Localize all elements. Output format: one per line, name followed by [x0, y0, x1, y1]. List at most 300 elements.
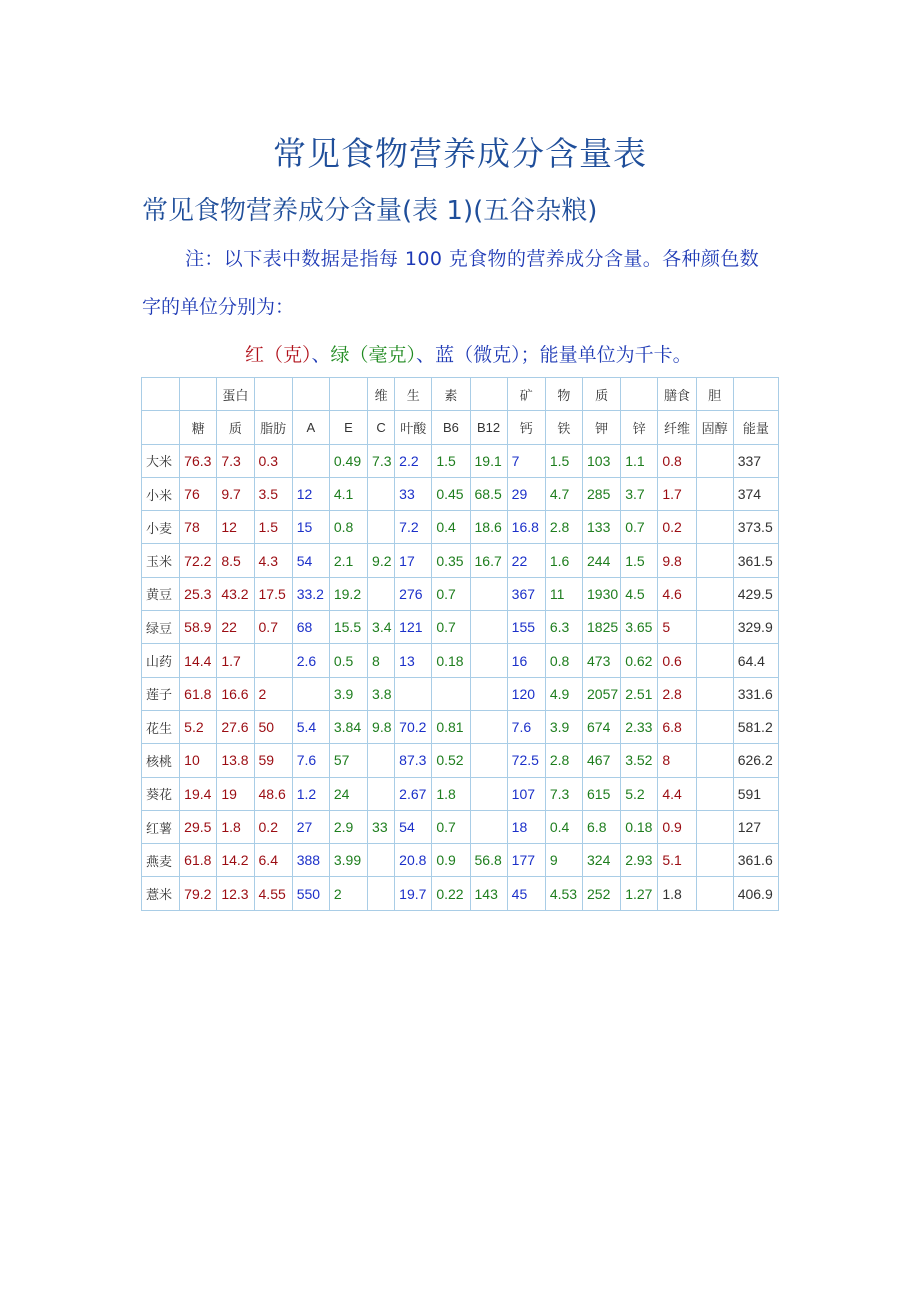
- table-cell: 4.1: [329, 477, 367, 510]
- table-cell: 6.4: [254, 844, 292, 877]
- table-cell: [368, 777, 395, 810]
- table-cell: 388: [292, 844, 329, 877]
- column-header: 叶酸: [395, 411, 432, 444]
- table-cell: 22: [217, 611, 254, 644]
- food-name-cell: 绿豆: [142, 611, 180, 644]
- food-name-cell: 玉米: [142, 544, 180, 577]
- table-cell: 17: [395, 544, 432, 577]
- column-header: 质: [217, 411, 254, 444]
- table-cell: 2.8: [545, 744, 582, 777]
- table-cell: 9.8: [658, 544, 696, 577]
- table-cell: 43.2: [217, 577, 254, 610]
- column-header: B6: [432, 411, 470, 444]
- color-legend: [245, 340, 692, 367]
- table-cell: [470, 710, 507, 743]
- table-cell: 16.8: [507, 511, 545, 544]
- table-cell: 54: [292, 544, 329, 577]
- table-cell: 1.8: [658, 877, 696, 910]
- table-cell: 61.8: [180, 844, 217, 877]
- food-name-cell: 红薯: [142, 810, 180, 843]
- column-group-header: [142, 378, 180, 411]
- table-cell: [254, 644, 292, 677]
- column-group-header: 物: [545, 378, 582, 411]
- table-cell: [395, 677, 432, 710]
- table-cell: 3.4: [368, 611, 395, 644]
- table-cell: 120: [507, 677, 545, 710]
- table-cell: 2.33: [621, 710, 658, 743]
- column-header: 纤维: [658, 411, 696, 444]
- table-row: [142, 577, 779, 610]
- table-cell: 72.2: [180, 544, 217, 577]
- column-group-header: 生: [395, 378, 432, 411]
- food-name-cell: 核桃: [142, 744, 180, 777]
- table-cell: 68: [292, 611, 329, 644]
- table-cell: 121: [395, 611, 432, 644]
- table-cell: 4.55: [254, 877, 292, 910]
- table-cell: [696, 677, 733, 710]
- table-cell: 591: [733, 777, 778, 810]
- column-group-header: [329, 378, 367, 411]
- table-cell: 87.3: [395, 744, 432, 777]
- table-cell: 373.5: [733, 511, 778, 544]
- table-row: [142, 644, 779, 677]
- table-cell: 6.8: [658, 710, 696, 743]
- table-cell: 15: [292, 511, 329, 544]
- column-header: 糖: [180, 411, 217, 444]
- table-cell: [696, 511, 733, 544]
- table-cell: [368, 744, 395, 777]
- table-cell: 324: [583, 844, 621, 877]
- table-cell: 19: [217, 777, 254, 810]
- table-cell: 1.5: [621, 544, 658, 577]
- table-cell: 76: [180, 477, 217, 510]
- column-header: [142, 411, 180, 444]
- table-cell: 2.9: [329, 810, 367, 843]
- table-cell: 1.27: [621, 877, 658, 910]
- table-cell: 7.3: [368, 444, 395, 477]
- table-cell: 76.3: [180, 444, 217, 477]
- table-cell: [432, 677, 470, 710]
- table-cell: 8: [658, 744, 696, 777]
- table-cell: 19.2: [329, 577, 367, 610]
- legend-red: 红（克）: [245, 344, 312, 366]
- table-cell: 2.51: [621, 677, 658, 710]
- table-row: [142, 744, 779, 777]
- table-cell: 1.6: [545, 544, 582, 577]
- food-name-cell: 山药: [142, 644, 180, 677]
- table-cell: 0.62: [621, 644, 658, 677]
- table-cell: 20.8: [395, 844, 432, 877]
- food-name-cell: 大米: [142, 444, 180, 477]
- table-row: [142, 844, 779, 877]
- table-cell: 3.65: [621, 611, 658, 644]
- table-row: [142, 810, 779, 843]
- table-cell: 2.93: [621, 844, 658, 877]
- table-cell: 2.8: [545, 511, 582, 544]
- table-cell: 7.3: [545, 777, 582, 810]
- table-row: [142, 444, 779, 477]
- legend-separator: 、: [416, 344, 436, 366]
- table-row: [142, 544, 779, 577]
- table-cell: 79.2: [180, 877, 217, 910]
- table-cell: 29.5: [180, 810, 217, 843]
- table-cell: 2.8: [658, 677, 696, 710]
- table-cell: 1.5: [545, 444, 582, 477]
- table-cell: 7.6: [507, 710, 545, 743]
- table-cell: 3.8: [368, 677, 395, 710]
- table-cell: 5.1: [658, 844, 696, 877]
- table-cell: [696, 777, 733, 810]
- column-header: 钙: [507, 411, 545, 444]
- table-cell: [696, 844, 733, 877]
- table-cell: 9.8: [368, 710, 395, 743]
- table-cell: 70.2: [395, 710, 432, 743]
- food-name-cell: 莲子: [142, 677, 180, 710]
- column-group-header: [470, 378, 507, 411]
- table-cell: 68.5: [470, 477, 507, 510]
- table-cell: 3.84: [329, 710, 367, 743]
- table-cell: 78: [180, 511, 217, 544]
- column-header: C: [368, 411, 395, 444]
- table-cell: 2.67: [395, 777, 432, 810]
- note-line-2: 字的单位分别为：: [142, 296, 295, 318]
- table-cell: 374: [733, 477, 778, 510]
- table-cell: 12: [292, 477, 329, 510]
- table-cell: 1.8: [217, 810, 254, 843]
- nutrition-table: [141, 377, 779, 911]
- table-cell: 331.6: [733, 677, 778, 710]
- table-cell: 4.9: [545, 677, 582, 710]
- column-header: 固醇: [696, 411, 733, 444]
- table-cell: 59: [254, 744, 292, 777]
- table-cell: 25.3: [180, 577, 217, 610]
- table-cell: 9.2: [368, 544, 395, 577]
- table-cell: 550: [292, 877, 329, 910]
- table-cell: 0.5: [329, 644, 367, 677]
- table-row: [142, 677, 779, 710]
- column-group-header: [621, 378, 658, 411]
- table-cell: 19.4: [180, 777, 217, 810]
- table-cell: [696, 710, 733, 743]
- table-cell: 177: [507, 844, 545, 877]
- table-cell: 4.7: [545, 477, 582, 510]
- table-cell: 3.7: [621, 477, 658, 510]
- column-header: 锌: [621, 411, 658, 444]
- table-cell: 7.3: [217, 444, 254, 477]
- table-cell: 61.8: [180, 677, 217, 710]
- table-cell: 13: [395, 644, 432, 677]
- table-cell: 0.7: [432, 611, 470, 644]
- table-cell: 0.8: [329, 511, 367, 544]
- table-cell: 0.6: [658, 644, 696, 677]
- table-cell: 19.1: [470, 444, 507, 477]
- table-cell: [292, 677, 329, 710]
- table-cell: 4.5: [621, 577, 658, 610]
- table-cell: [696, 744, 733, 777]
- table-cell: 581.2: [733, 710, 778, 743]
- table-cell: 4.6: [658, 577, 696, 610]
- table-cell: 674: [583, 710, 621, 743]
- table-cell: 1825: [583, 611, 621, 644]
- table-cell: [470, 744, 507, 777]
- column-header: 能量: [733, 411, 778, 444]
- table-cell: 0.2: [254, 810, 292, 843]
- table-cell: 9.7: [217, 477, 254, 510]
- table-cell: [368, 844, 395, 877]
- table-cell: 0.8: [658, 444, 696, 477]
- column-group-header: 蛋白: [217, 378, 254, 411]
- table-cell: 155: [507, 611, 545, 644]
- table-cell: 9: [545, 844, 582, 877]
- table-cell: 50: [254, 710, 292, 743]
- table-cell: 18.6: [470, 511, 507, 544]
- column-header: B12: [470, 411, 507, 444]
- table-cell: 14.4: [180, 644, 217, 677]
- table-cell: 33.2: [292, 577, 329, 610]
- table-cell: 2057: [583, 677, 621, 710]
- table-cell: 8: [368, 644, 395, 677]
- table-cell: 24: [329, 777, 367, 810]
- column-header: 钾: [583, 411, 621, 444]
- table-cell: 276: [395, 577, 432, 610]
- table-cell: 13.8: [217, 744, 254, 777]
- table-cell: 0.4: [432, 511, 470, 544]
- table-cell: 27: [292, 810, 329, 843]
- table-cell: 27.6: [217, 710, 254, 743]
- table-cell: 0.9: [658, 810, 696, 843]
- table-cell: 33: [368, 810, 395, 843]
- table-cell: [470, 677, 507, 710]
- table-cell: [368, 577, 395, 610]
- table-cell: 12: [217, 511, 254, 544]
- column-group-header: 维: [368, 378, 395, 411]
- table-cell: 48.6: [254, 777, 292, 810]
- table-row: [142, 710, 779, 743]
- column-group-header: [292, 378, 329, 411]
- table-cell: 143: [470, 877, 507, 910]
- table-cell: 5.4: [292, 710, 329, 743]
- table-cell: 16.7: [470, 544, 507, 577]
- table-cell: 16.6: [217, 677, 254, 710]
- table-cell: 1.5: [432, 444, 470, 477]
- table-cell: 2: [254, 677, 292, 710]
- table-cell: 337: [733, 444, 778, 477]
- column-group-header: 素: [432, 378, 470, 411]
- header-row: [142, 411, 779, 444]
- table-cell: [470, 611, 507, 644]
- table-cell: 5.2: [621, 777, 658, 810]
- table-cell: 107: [507, 777, 545, 810]
- table-cell: 3.9: [329, 677, 367, 710]
- table-cell: 0.2: [658, 511, 696, 544]
- table-cell: 4.53: [545, 877, 582, 910]
- table-cell: 4.4: [658, 777, 696, 810]
- table-cell: 64.4: [733, 644, 778, 677]
- legend-green: 绿（毫克）: [330, 344, 417, 366]
- legend-energy-note: ；能量单位为千卡。: [520, 344, 692, 366]
- header-row-group: [142, 378, 779, 411]
- table-cell: 11: [545, 577, 582, 610]
- table-cell: 33: [395, 477, 432, 510]
- column-group-header: 质: [583, 378, 621, 411]
- table-cell: 252: [583, 877, 621, 910]
- column-group-header: 膳食: [658, 378, 696, 411]
- table-cell: 0.7: [432, 810, 470, 843]
- table-cell: 0.8: [545, 644, 582, 677]
- note-line-1: 注：以下表中数据是指每 100 克食物的营养成分含量。各种颜色数: [185, 248, 760, 270]
- food-name-cell: 小米: [142, 477, 180, 510]
- table-cell: 15.5: [329, 611, 367, 644]
- table-cell: [696, 611, 733, 644]
- table-cell: 1930: [583, 577, 621, 610]
- table-cell: 0.52: [432, 744, 470, 777]
- table-cell: 2: [329, 877, 367, 910]
- table-cell: [292, 444, 329, 477]
- food-name-cell: 葵花: [142, 777, 180, 810]
- page-title: 常见食物营养成分含量表: [273, 134, 647, 173]
- table-cell: 72.5: [507, 744, 545, 777]
- table-row: [142, 477, 779, 510]
- table-cell: 1.8: [432, 777, 470, 810]
- table-cell: 0.9: [432, 844, 470, 877]
- table-cell: 0.3: [254, 444, 292, 477]
- table-cell: 8.5: [217, 544, 254, 577]
- table-cell: 1.2: [292, 777, 329, 810]
- table-cell: 133: [583, 511, 621, 544]
- food-name-cell: 黄豆: [142, 577, 180, 610]
- table-cell: 7.2: [395, 511, 432, 544]
- table-cell: 0.35: [432, 544, 470, 577]
- table-cell: 54: [395, 810, 432, 843]
- table-cell: 6.8: [583, 810, 621, 843]
- table-cell: 0.18: [432, 644, 470, 677]
- table-cell: 1.7: [658, 477, 696, 510]
- column-group-header: 矿: [507, 378, 545, 411]
- table-cell: [368, 511, 395, 544]
- table-cell: [368, 477, 395, 510]
- table-cell: 0.45: [432, 477, 470, 510]
- column-header: 铁: [545, 411, 582, 444]
- table-cell: 127: [733, 810, 778, 843]
- table-cell: 2.1: [329, 544, 367, 577]
- table-cell: 14.2: [217, 844, 254, 877]
- column-group-header: 胆: [696, 378, 733, 411]
- table-cell: 0.22: [432, 877, 470, 910]
- table-cell: [696, 477, 733, 510]
- table-cell: 22: [507, 544, 545, 577]
- table-subtitle: 常见食物营养成分含量(表 1)(五谷杂粮): [142, 196, 598, 226]
- table-cell: 3.99: [329, 844, 367, 877]
- table-cell: 19.7: [395, 877, 432, 910]
- table-cell: 473: [583, 644, 621, 677]
- table-cell: [368, 877, 395, 910]
- food-name-cell: 花生: [142, 710, 180, 743]
- table-cell: 10: [180, 744, 217, 777]
- table-cell: 2.6: [292, 644, 329, 677]
- table-cell: [696, 577, 733, 610]
- table-cell: 45: [507, 877, 545, 910]
- column-header: A: [292, 411, 329, 444]
- table-row: [142, 877, 779, 910]
- table-cell: 367: [507, 577, 545, 610]
- table-cell: [696, 644, 733, 677]
- column-header: E: [329, 411, 367, 444]
- table-cell: 467: [583, 744, 621, 777]
- table-cell: 361.6: [733, 844, 778, 877]
- table-cell: 626.2: [733, 744, 778, 777]
- table-cell: 4.3: [254, 544, 292, 577]
- table-cell: 7: [507, 444, 545, 477]
- table-cell: [696, 877, 733, 910]
- table-cell: 29: [507, 477, 545, 510]
- table-cell: 7.6: [292, 744, 329, 777]
- food-name-cell: 燕麦: [142, 844, 180, 877]
- table-cell: [696, 444, 733, 477]
- table-cell: 2.2: [395, 444, 432, 477]
- table-cell: 1.5: [254, 511, 292, 544]
- column-group-header: [254, 378, 292, 411]
- column-header: 脂肪: [254, 411, 292, 444]
- table-cell: [470, 644, 507, 677]
- table-cell: 0.7: [621, 511, 658, 544]
- table-cell: 0.18: [621, 810, 658, 843]
- table-cell: 329.9: [733, 611, 778, 644]
- table-cell: 16: [507, 644, 545, 677]
- table-cell: [470, 777, 507, 810]
- column-group-header: [733, 378, 778, 411]
- table-cell: 0.81: [432, 710, 470, 743]
- legend-blue: 蓝（微克）: [435, 344, 521, 366]
- table-cell: 0.7: [254, 611, 292, 644]
- table-cell: 103: [583, 444, 621, 477]
- table-cell: 3.52: [621, 744, 658, 777]
- food-name-cell: 薏米: [142, 877, 180, 910]
- table-cell: 0.49: [329, 444, 367, 477]
- table-cell: [696, 810, 733, 843]
- table-cell: 5.2: [180, 710, 217, 743]
- food-name-cell: 小麦: [142, 511, 180, 544]
- table-cell: 285: [583, 477, 621, 510]
- table-cell: 1.7: [217, 644, 254, 677]
- table-cell: 361.5: [733, 544, 778, 577]
- table-cell: 3.5: [254, 477, 292, 510]
- column-group-header: [180, 378, 217, 411]
- table-cell: 6.3: [545, 611, 582, 644]
- table-cell: 17.5: [254, 577, 292, 610]
- table-cell: 56.8: [470, 844, 507, 877]
- table-cell: 3.9: [545, 710, 582, 743]
- table-cell: 0.7: [432, 577, 470, 610]
- table-cell: 244: [583, 544, 621, 577]
- table-row: [142, 777, 779, 810]
- table-cell: [470, 577, 507, 610]
- table-cell: [696, 544, 733, 577]
- table-cell: 12.3: [217, 877, 254, 910]
- table-cell: 5: [658, 611, 696, 644]
- table-row: [142, 511, 779, 544]
- table-cell: 58.9: [180, 611, 217, 644]
- table-cell: 429.5: [733, 577, 778, 610]
- table-cell: 0.4: [545, 810, 582, 843]
- table-cell: [470, 810, 507, 843]
- legend-separator: 、: [311, 344, 331, 366]
- table-cell: 57: [329, 744, 367, 777]
- table-cell: 615: [583, 777, 621, 810]
- table-cell: 1.1: [621, 444, 658, 477]
- table-cell: 406.9: [733, 877, 778, 910]
- table-row: [142, 611, 779, 644]
- table-cell: 18: [507, 810, 545, 843]
